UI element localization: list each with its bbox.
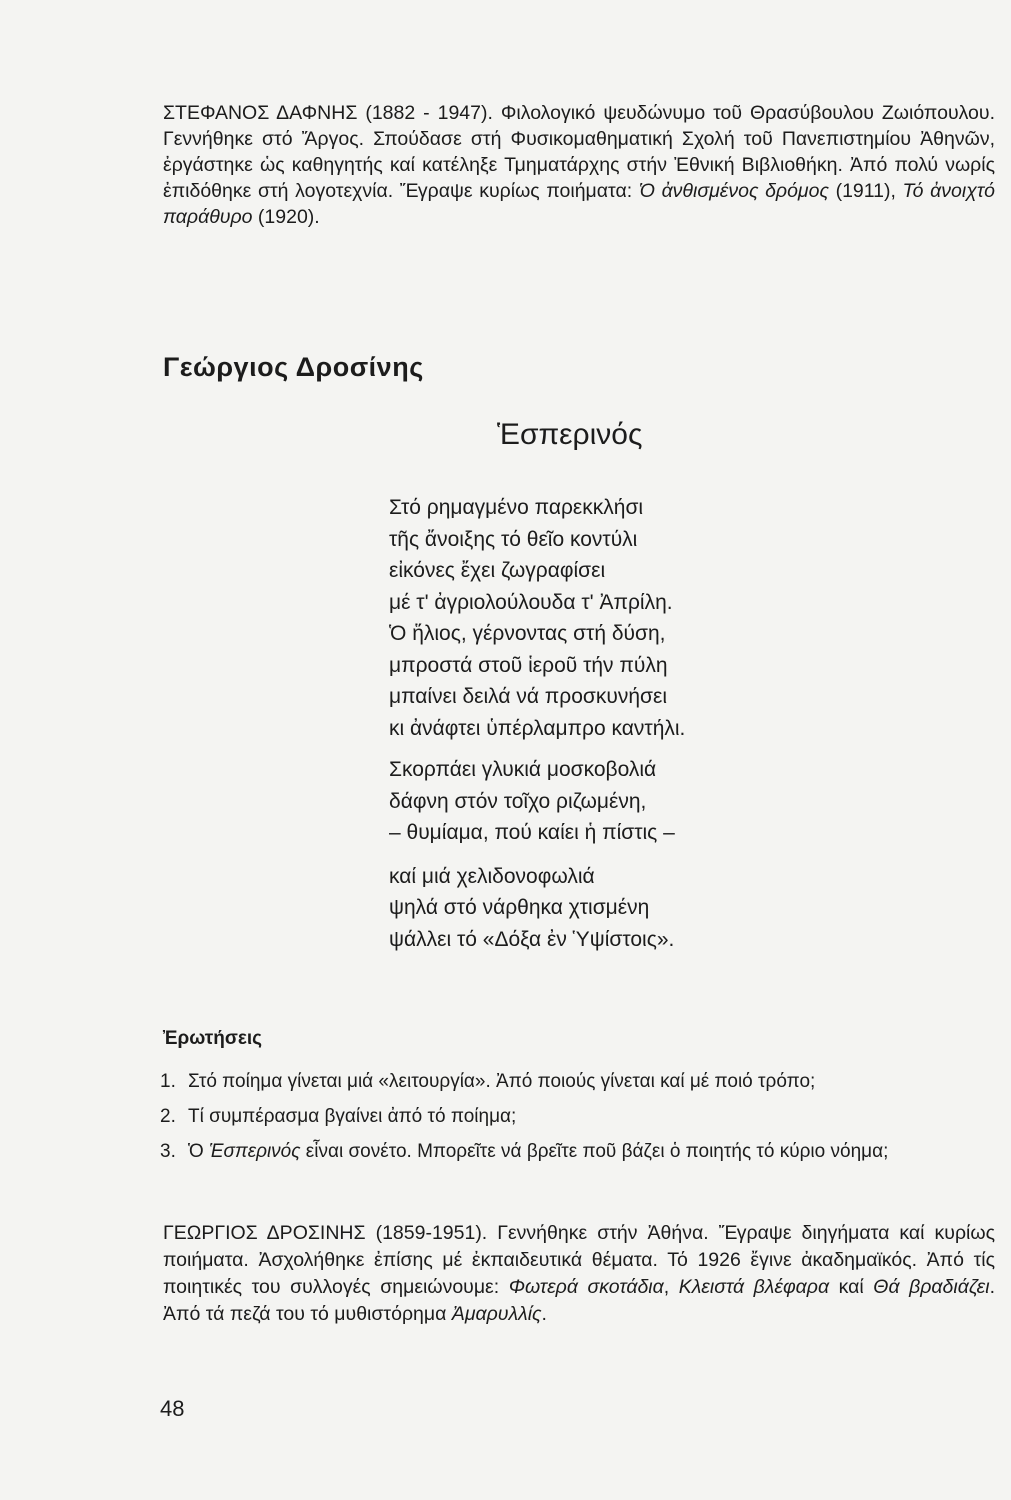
author-heading: Γεώργιος Δροσίνης xyxy=(163,352,424,382)
work-title: Ἀμαρυλλίς xyxy=(451,1303,542,1325)
poem-line: δάφνη στόν τοῖχο ριζωμένη, xyxy=(389,789,647,813)
poem-line: καί μιά χελιδονοφωλιά xyxy=(389,864,595,888)
poem-title: Ἑσπερινός xyxy=(497,418,643,451)
poem-stanza xyxy=(389,754,809,849)
poem-line: – θυμίαμα, πού καίει ἡ πίστις – xyxy=(389,821,675,844)
poem-body xyxy=(389,492,809,955)
work-title: Θά βραδιάζει xyxy=(873,1276,990,1298)
page-number: 48 xyxy=(160,1396,185,1421)
poem-line: τῆς ἄνοιξης τό θεῖο κοντύλι xyxy=(389,527,638,551)
questions-list xyxy=(160,1068,1000,1173)
question-text: Στό ποίημα γίνεται μιά «λειτουργία». Ἀπό ποιούς γίνεται καί μέ ποιό τρόπο; xyxy=(188,1071,816,1092)
work-title: Φωτερά σκοτάδια xyxy=(508,1276,664,1298)
questions-heading: Ἐρωτήσεις xyxy=(163,1028,263,1049)
question-item xyxy=(160,1138,1000,1165)
question-text: Ὁ Ἑσπερινός εἶναι σονέτο. Μπορεῖτε νά βρεῖτε ποῦ βάζει ὁ ποιητής τό κύριο νόημα; xyxy=(188,1141,889,1162)
poem-stanza xyxy=(389,618,809,744)
poem-line: μπαίνει δειλά νά προσκυνήσει xyxy=(389,685,668,708)
poem-line: μέ τ' ἀγριολούλουδα τ' Ἀπρίλη. xyxy=(389,590,673,614)
work-title: Ὁ ἀνθισμένος δρόμος xyxy=(638,180,829,202)
poem-line: Σκορπάει γλυκιά μοσκοβολιά xyxy=(389,758,657,781)
question-number: 2. xyxy=(160,1106,176,1127)
question-number: 1. xyxy=(160,1071,176,1092)
work-title: Ἑσπερινός xyxy=(209,1141,301,1162)
question-item xyxy=(160,1103,1000,1130)
question-number: 3. xyxy=(160,1141,176,1162)
poem-line: εἰκόνες ἔχει ζωγραφίσει xyxy=(389,559,606,582)
poem-line: Ὁ ἥλιος, γέρνοντας στή δύση, xyxy=(389,622,666,645)
question-item xyxy=(160,1068,1000,1095)
poem-stanza xyxy=(389,492,809,618)
poem-stanza xyxy=(389,861,809,956)
work-title: Κλειστά βλέφαρα xyxy=(678,1276,830,1298)
question-text: Τί συμπέρασμα βγαίνει ἀπό τό ποίημα; xyxy=(188,1106,517,1127)
work-title: Τό ἀνοιχτό παράθυρο xyxy=(163,180,995,228)
poem-line: Στό ρημαγμένο παρεκκλήσι xyxy=(389,496,644,519)
poem-line: ψηλά στό νάρθηκα χτισμένη xyxy=(389,896,650,919)
poem-line: μπροστά στοῦ ἱεροῦ τήν πύλη xyxy=(389,653,668,677)
poem-line: κι ἀνάφτει ὑπέρλαμπρο καντήλι. xyxy=(389,716,686,740)
author-bio-stefanos-dafnis: ΣΤΕΦΑΝΟΣ ΔΑΦΝΗΣ (1882 - 1947). Φιλολογικό ψευδώνυμο τοῦ Θρασύβουλου Ζωιόπουλου. Γεννήθηκε στό Ἄργος. Σπούδασε στή Φυσικομαθηματική Σχολή τοῦ Πανεπιστημίου Ἀθηνῶν, ἐργάστηκε ὡς καθηγητής καί κατέληξε Τμηματάρχης στήν Ἐθνική Βιβλιοθήκη. Ἀπό πολύ νωρίς ἐπιδόθηκε στή λογοτεχνία. Ἔγραψε κυρίως ποιήματα: Ὁ ἀνθισμένος δρόμος (1911), Τό ἀνοιχτό παράθυρο (1920). xyxy=(163,102,995,228)
author-bio-georgios-drosinis: ΓΕΩΡΓΙΟΣ ΔΡΟΣΙΝΗΣ (1859-1951). Γεννήθηκε στήν Ἀθήνα. Ἔγραψε διηγήματα καί κυρίως ποιήματα. Ἀσχολήθηκε ἐπίσης μέ ἐκπαιδευτικά θέματα. Τό 1926 ἔγινε ἀκαδημαϊκός. Ἀπό τίς ποιητικές του συλλογές σημειώνουμε: Φωτερά σκοτάδια, Κλειστά βλέφαρα καί Θά βραδιάζει. Ἀπό τά πεζά του τό μυθιστόρημα Ἀμαρυλλίς. xyxy=(163,1222,995,1325)
poem-line: ψάλλει τό «Δόξα ἐν Ὑψίστοις». xyxy=(389,927,675,951)
